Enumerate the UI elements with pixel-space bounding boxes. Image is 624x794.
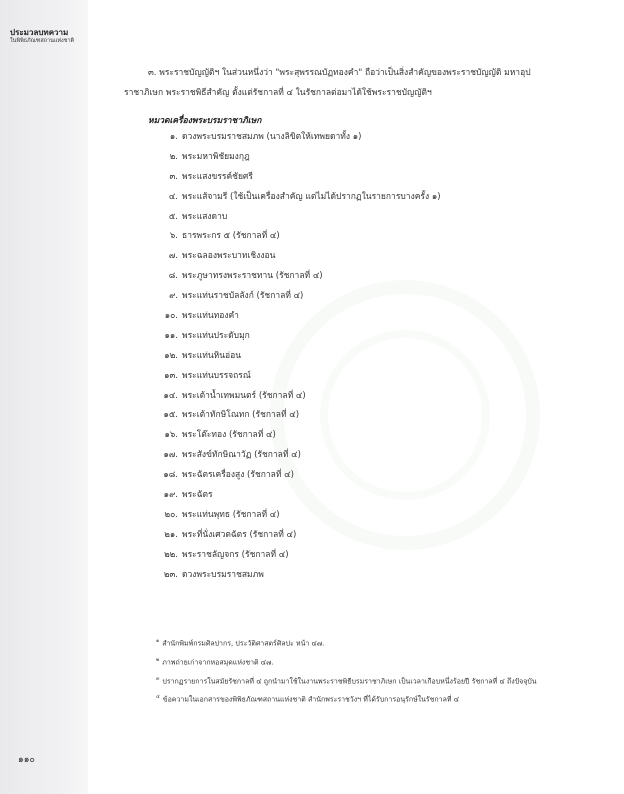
footnote: $^๒$ ภาพถ่ายเก่าจากหอสมุดแห่งชาติ ๔๗. — [156, 656, 274, 667]
list-item: ๔. พระแส้จามรี (ใช้เป็นเครื่องสำคัญ แต่ไม่ได้ปรากฏในรายการบางครั้ง ๑) — [168, 191, 441, 202]
list-item: ๑๕. พระเต้าทักษิโณทก (รัชกาลที่ ๔) — [163, 410, 300, 421]
list-item: ๘. พระภูษาทรงพระราชทาน (รัชกาลที่ ๔) — [168, 271, 323, 282]
list-item: ๒๑. พระที่นั่งเศวตฉัตร (รัชกาลที่ ๔) — [164, 529, 297, 540]
list-item: ๑๘. พระฉัตรเครื่องสูง (รัชกาลที่ ๔) — [163, 470, 294, 481]
footnote: $^๑$ สำนักพิมพ์กรมศิลปากร, ประวัติศาสตร์ศิลปะ หน้า ๔๗. — [156, 638, 325, 648]
list-item: ๒๐. พระแท่นพุทธ (รัชกาลที่ ๔) — [164, 509, 280, 520]
section-heading: หมวดเครื่องพระบรมราชาภิเษก — [148, 116, 262, 126]
list-item: ๒๒. พระราชลัญจกร (รัชกาลที่ ๔) — [164, 549, 289, 560]
list-item: ๑๔. พระเต้าน้ำเทพมนตร์ (รัชกาลที่ ๔) — [163, 390, 306, 401]
list-item: ๗. พระฉลองพระบาทเชิงงอน — [168, 251, 276, 262]
page-number: ๑๑๐ — [18, 755, 35, 765]
footnotes — [124, 634, 564, 709]
list-item: ๑๑. พระแท่นประดับมุก — [164, 330, 250, 341]
list-item: ๒๓. ดวงพระบรมราชสมภพ — [163, 569, 264, 580]
list-item: ๑๖. พระโต๊ะทอง (รัชกาลที่ ๔) — [164, 430, 276, 441]
list-item: ๓. พระแสงขรรค์ชัยศรี — [169, 171, 253, 182]
list-item: ๑๗. พระสังข์ทักษิณาวัฏ (รัชกาลที่ ๔) — [163, 450, 301, 461]
intro-paragraph: ๓. พระราชบัญญัติฯ ในส่วนหนึ่งว่า "พระสุพรรณบัฏทองคำ" ถือว่าเป็นสิ่งสำคัญของพระราชบัญญัติ มหาอุปราชาภิเษก พระราชพิธีสำคัญ ตั้งแต่รัชกาลที่ ๔ ในรัชกาลต่อมาได้ใช้พระราชบัญญัติฯ — [124, 67, 531, 98]
footnote: $^๓$ ปรากฏรายการในสมัยรัชกาลที่ ๔ ถูกนำมาใช้ในงานพระราชพิธีบรมราชาภิเษก เป็นเวลาเกือบหนึ่งร้อยปี รัชกาลที่ ๔ ถึงปัจจุบัน — [156, 675, 537, 685]
footnote: $^๔$ ข้อความในเอกสารของพิพิธภัณฑสถานแห่งชาติ สำนักพระราชวังฯ ที่ได้รับการอนุรักษ์ในรัชกาลที่ ๔ — [156, 694, 460, 704]
list-item: ๑๒. พระแท่นหินอ่อน — [164, 350, 242, 361]
list-item: ๒. พระมหาพิชัยมงกุฎ — [169, 151, 250, 162]
list-item: ๖. ธารพระกร ๕ (รัชกาลที่ ๔) — [169, 231, 280, 242]
list-item: ๑๙. พระฉัตร — [163, 490, 213, 501]
list-item: ๑. ดวงพระบรมราชสมภพ (นางลิขิตให้เทพยดาทั้ง ๑) — [169, 132, 362, 142]
sidebar-strip — [0, 0, 88, 794]
list-item: ๕. พระแสงดาบ — [168, 211, 228, 222]
regalia-list — [156, 128, 441, 585]
list-item: ๑๓. พระแท่นบรรจถรณ์ — [164, 370, 251, 381]
list-item: ๑๐. พระแท่นทองคำ — [164, 311, 239, 322]
list-item: ๙. พระแท่นราชบัลลังก์ (รัชกาลที่ ๔) — [169, 291, 304, 302]
sidebar-subtitle: ในพิพิธภัณฑสถานแห่งชาติ — [10, 38, 75, 44]
sidebar-title: ประมวลบทความ — [10, 28, 69, 37]
